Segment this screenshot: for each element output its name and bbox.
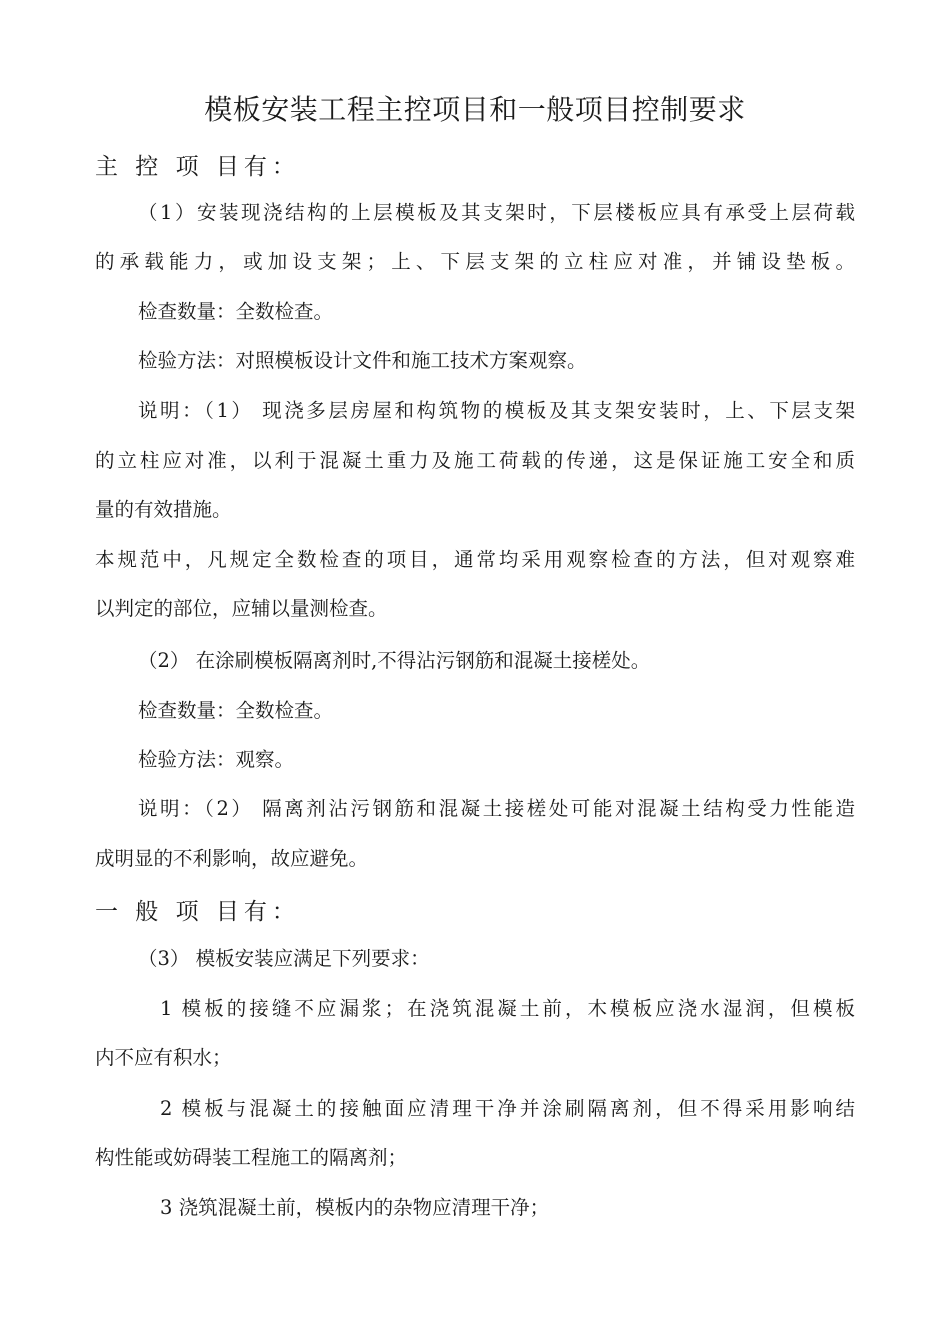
paragraph-line: 检验方法：对照模板设计文件和施工技术方案观察。 [138, 349, 587, 372]
document-title: 模板安装工程主控项目和一般项目控制要求 [204, 93, 746, 126]
paragraph-line: 3 浇筑混凝土前，模板内的杂物应清理干净； [160, 1196, 550, 1219]
paragraph-line: 内不应有积水； [95, 1046, 232, 1069]
main-items-heading: 主 控 项 目有： [95, 154, 300, 180]
paragraph-line: 说明：（1） 现浇多层房屋和构筑物的模板及其支架安装时，上、下层支架 [138, 399, 855, 422]
paragraph-line: 检查数量：全数检查。 [138, 699, 334, 722]
paragraph-line: 检验方法：观察。 [138, 748, 295, 771]
paragraph-line: 2 模板与混凝土的接触面应清理干净并涂刷隔离剂，但不得采用影响结 [160, 1097, 855, 1120]
paragraph-line: 1 模板的接缝不应漏浆；在浇筑混凝土前，木模板应浇水湿润，但模板 [160, 997, 855, 1020]
paragraph-line: 成明显的不利影响，故应避免。 [95, 847, 369, 870]
paragraph-line: 的立柱应对准，以利于混凝土重力及施工荷载的传递，这是保证施工安全和质 [95, 449, 855, 472]
paragraph-line: 以判定的部位，应辅以量测检查。 [95, 597, 388, 620]
paragraph-line: 的承载能力，或加设支架；上、下层支架的立柱应对准，并铺设垫板。 [95, 250, 855, 273]
paragraph-line: （2） 在涂刷模板隔离剂时,不得沾污钢筋和混凝土接槎处。 [138, 649, 651, 672]
general-items-heading: 一 般 项 目有： [95, 899, 300, 925]
paragraph-line: 本规范中，凡规定全数检查的项目，通常均采用观察检查的方法，但对观察难 [95, 548, 855, 571]
paragraph-line: 检查数量：全数检查。 [138, 300, 334, 323]
paragraph-line: 说明：（2） 隔离剂沾污钢筋和混凝土接槎处可能对混凝土结构受力性能造 [138, 797, 855, 820]
paragraph-line: （3） 模板安装应满足下列要求： [138, 947, 430, 970]
paragraph-line: （1）安装现浇结构的上层模板及其支架时，下层楼板应具有承受上层荷载 [138, 201, 855, 224]
paragraph-line: 构性能或妨碍装工程施工的隔离剂； [95, 1146, 408, 1169]
paragraph-line: 量的有效措施。 [95, 498, 232, 521]
